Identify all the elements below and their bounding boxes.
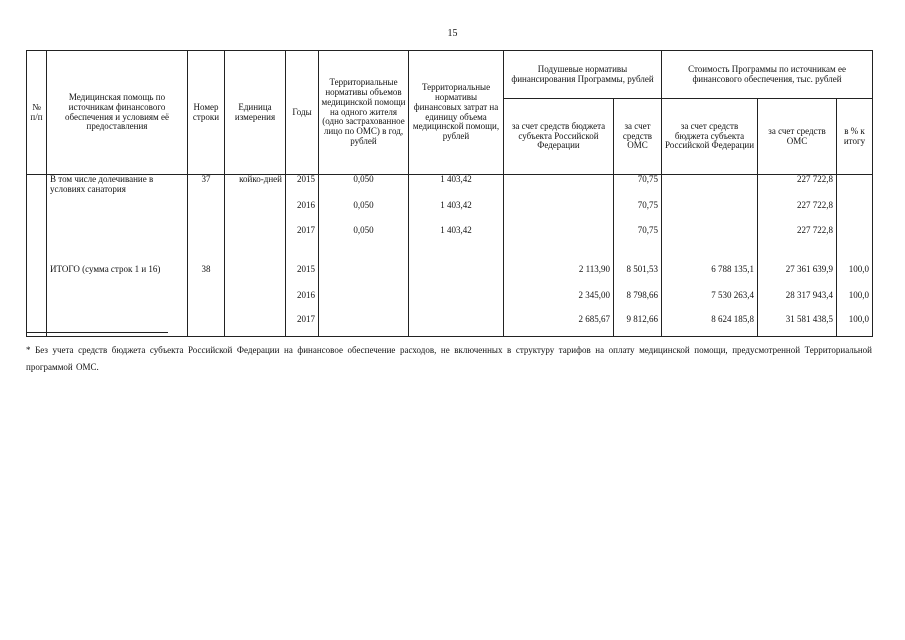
cost-norm (409, 315, 504, 337)
row-number (188, 291, 225, 315)
care-name (47, 315, 188, 337)
cost-norm: 1 403,42 (409, 201, 504, 226)
per-capita-oms: 9 812,66 (614, 315, 662, 337)
row-number (188, 201, 225, 226)
cost-oms: 227 722,8 (758, 175, 837, 201)
volume-norm: 0,050 (319, 175, 409, 201)
cost-budget: 8 624 185,8 (662, 315, 758, 337)
row-number (188, 315, 225, 337)
header-row-number: Номер строки (188, 51, 225, 175)
header-cost-percent: в % к итогу (837, 99, 873, 175)
row-number: 38 (188, 265, 225, 291)
table-row (27, 291, 873, 315)
volume-norm (319, 291, 409, 315)
table-row (27, 201, 873, 226)
care-name (47, 201, 188, 226)
cost-budget (662, 175, 758, 201)
per-capita-oms: 8 501,53 (614, 265, 662, 291)
spacer-row (27, 251, 873, 265)
unit (225, 315, 286, 337)
row-number: 37 (188, 175, 225, 201)
header-program-cost: Стоимость Программы по источникам ее финансового обеспечения, тыс. рублей (662, 51, 873, 99)
cost-percent: 100,0 (837, 291, 873, 315)
volume-norm: 0,050 (319, 201, 409, 226)
header-volume-norms: Территориальные нормативы объемов медицинской помощи на одного жителя (одно застрахованное лицо по ОМС) в год, рублей (319, 51, 409, 175)
footnote-divider (26, 332, 168, 333)
volume-norm (319, 315, 409, 337)
header-per-capita-oms: за счет средств ОМС (614, 99, 662, 175)
cost-norm: 1 403,42 (409, 226, 504, 251)
header-unit: Единица измерения (225, 51, 286, 175)
care-name: В том числе долечивание в условиях санатория (47, 175, 188, 201)
per-capita-budget (504, 226, 614, 251)
header-care-type: Медицинская помощь по источникам финансового обеспечения и условиям её предоставления (47, 51, 188, 175)
year: 2016 (286, 201, 319, 226)
year: 2015 (286, 265, 319, 291)
program-cost-table (26, 50, 873, 337)
per-capita-budget: 2 685,67 (504, 315, 614, 337)
header-cost-budget: за счет средств бюджета субъекта Российской Федерации (662, 99, 758, 175)
cost-budget (662, 226, 758, 251)
cost-oms: 227 722,8 (758, 201, 837, 226)
per-capita-oms: 70,75 (614, 226, 662, 251)
table-row (27, 315, 873, 337)
cost-oms: 227 722,8 (758, 226, 837, 251)
cost-oms: 27 361 639,9 (758, 265, 837, 291)
cost-percent (837, 201, 873, 226)
header-years: Годы (286, 51, 319, 175)
per-capita-oms: 8 798,66 (614, 291, 662, 315)
cost-percent (837, 175, 873, 201)
table-row (27, 226, 873, 251)
per-capita-budget (504, 201, 614, 226)
cost-percent: 100,0 (837, 315, 873, 337)
table-row (27, 265, 873, 291)
cost-percent (837, 226, 873, 251)
year: 2017 (286, 315, 319, 337)
per-capita-oms: 70,75 (614, 201, 662, 226)
per-capita-budget: 2 345,00 (504, 291, 614, 315)
unit (225, 226, 286, 251)
year: 2016 (286, 291, 319, 315)
cost-budget: 6 788 135,1 (662, 265, 758, 291)
row-number (188, 226, 225, 251)
cost-norm (409, 265, 504, 291)
cost-norm: 1 403,42 (409, 175, 504, 201)
cost-percent: 100,0 (837, 265, 873, 291)
cost-oms: 31 581 438,5 (758, 315, 837, 337)
header-num: № п/п (27, 51, 47, 175)
cost-oms: 28 317 943,4 (758, 291, 837, 315)
year: 2015 (286, 175, 319, 201)
unit (225, 201, 286, 226)
header-per-capita: Подушевые нормативы финансирования Программы, рублей (504, 51, 662, 99)
unit: койко-дней (225, 175, 286, 201)
header-cost-oms: за счет средств ОМС (758, 99, 837, 175)
volume-norm (319, 265, 409, 291)
cost-norm (409, 291, 504, 315)
care-name (47, 291, 188, 315)
unit (225, 291, 286, 315)
year: 2017 (286, 226, 319, 251)
unit (225, 265, 286, 291)
cost-budget (662, 201, 758, 226)
footnote: * Без учета средств бюджета субъекта Российской Федерации на финансовое обеспечение расходов, не включенных в структуру тарифов на оплату медицинской помощи, предусмотренной Территориальной программой ОМС. (26, 345, 872, 372)
care-name (47, 226, 188, 251)
per-capita-budget: 2 113,90 (504, 265, 614, 291)
header-cost-norms: Территориальные нормативы финансовых затрат на единицу объема медицинской помощи, рублей (409, 51, 504, 175)
header-per-capita-budget: за счет средств бюджета субъекта Российской Федерации (504, 99, 614, 175)
cost-budget: 7 530 263,4 (662, 291, 758, 315)
table-row (27, 175, 873, 201)
per-capita-oms: 70,75 (614, 175, 662, 201)
page-number: 15 (447, 28, 458, 39)
care-name: ИТОГО (сумма строк 1 и 16) (47, 265, 188, 291)
per-capita-budget (504, 175, 614, 201)
volume-norm: 0,050 (319, 226, 409, 251)
